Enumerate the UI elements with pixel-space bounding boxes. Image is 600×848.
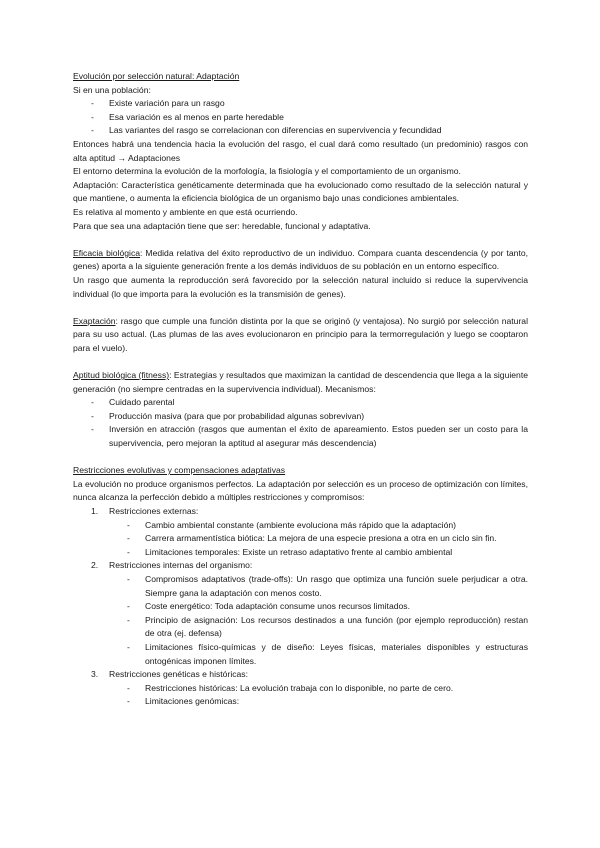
- list-item: - Esa variación es al menos en parte heredable: [91, 111, 284, 122]
- definition-exaptacion: Exaptación: rasgo que cumple una función distinta por la que se originó (y ventajosa). No surgió por selección natural para su uso actual. (Las plumas de las aves evolucionaron en principio para la termorregulación y luego se cooptaron para el vuelo).: [73, 315, 528, 353]
- sub-list-item: - Carrera armamentística biótica: La mejora de una especie presiona a otra en un ciclo sin fin.: [127, 533, 497, 544]
- sub-list-item: - Limitaciones temporales: Existe un retraso adaptativo frente al cambio ambiental: [127, 546, 453, 557]
- list-item: - Cuidado parental: [91, 397, 175, 408]
- paragraph: Un rasgo que aumenta la reproducción será favorecido por la selección natural incluido si reduce la supervivencia individual (lo que importa para la evolución es la transmisión de genes).: [73, 274, 528, 299]
- list-item: - Las variantes del rasgo se correlacionan con diferencias en supervivencia y fecundidad: [91, 125, 442, 136]
- paragraph: El entorno determina la evolución de la morfología, la fisiología y el comportamiento de un organismo.: [73, 166, 461, 177]
- term: Eficacia biológica: [73, 247, 141, 258]
- document-page: [73, 70, 528, 709]
- sub-list-item: - Principio de asignación: Los recursos destinados a una función (por ejemplo reproducción) restan de otra (ej. defensa): [127, 614, 528, 639]
- paragraph: La evolución no produce organismos perfectos. La adaptación por selección es un proceso de optimización con límites, nunca alcanza la perfección debido a múltiples restricciones y compromisos:: [73, 478, 528, 503]
- section-title-adaptacion: Evolución por selección natural: Adaptación: [73, 71, 240, 81]
- definition-aptitud: Aptitud biológica (fitness): Estrategias y resultados que maximizan la cantidad de descendencia que llega a la siguiente generación (no siempre centradas en la supervivencia individual). Mecanismos:: [73, 370, 529, 394]
- paragraph: Adaptación: Característica genéticamente determinada que ha evolucionado como resultado de la selección natural y que mantiene, o aumenta la eficiencia biológica de un organismo bajo unas condiciones ambientales.: [73, 179, 528, 204]
- sub-list-item: - Coste energético: Toda adaptación consume unos recursos limitados.: [127, 601, 410, 612]
- definition-eficacia: Eficacia biológica: Medida relativa del éxito reproductivo de un individuo. Compara cuanta descendencia (y por tanto, genes) aporta a la siguiente generación frente a los demás individuos de su población en un entorno específico.: [73, 247, 528, 272]
- paragraph: Si en una población:: [73, 84, 151, 95]
- list-item: - Existe variación para un rasgo: [91, 98, 225, 109]
- list-item: - Inversión en atracción (rasgos que aumentan el éxito de apareamiento. Estos pueden ser un costo para la supervivencia, pero mejoran la aptitud al asegurar más descendencia): [91, 424, 528, 449]
- paragraph: Entonces habrá una tendencia hacia la evolución del rasgo, el cual dará como resultado (un predominio) rasgos con alta aptitud → Adaptaciones: [73, 138, 528, 163]
- list-item: - Producción masiva (para que por probabilidad algunas sobrevivan): [91, 410, 365, 421]
- sub-list-item: - Cambio ambiental constante (ambiente evoluciona más rápido que la adaptación): [127, 519, 456, 530]
- sub-list-item: - Limitaciones genómicas:: [127, 696, 240, 707]
- paragraph: Es relativa al momento y ambiente en que está ocurriendo.: [73, 206, 298, 217]
- paragraph: Para que sea una adaptación tiene que ser: heredable, funcional y adaptativa.: [73, 220, 371, 231]
- numbered-item: 2. Restricciones internas del organismo:: [91, 560, 253, 571]
- numbered-item: 3. Restricciones genéticas e históricas:: [91, 669, 248, 680]
- sub-list-item: - Compromisos adaptativos (trade-offs): Un rasgo que optimiza una función suele perjudicar a otra. Siempre gana la adaptación con menos costo.: [127, 573, 528, 598]
- section-title-restricciones: Restricciones evolutivas y compensaciones adaptativas: [73, 465, 286, 476]
- numbered-item: 1. Restricciones externas:: [91, 506, 199, 516]
- term: Exaptación: [73, 315, 116, 326]
- sub-list-item: - Restricciones históricas: La evolución trabaja con lo disponible, no parte de cero.: [127, 682, 454, 693]
- term: Aptitud biológica (fitness): [73, 370, 170, 381]
- sub-list-item: - Limitaciones físico-químicas y de diseño: Leyes físicas, materiales disponibles y estructuras ontogénicas imponen límites.: [127, 641, 528, 666]
